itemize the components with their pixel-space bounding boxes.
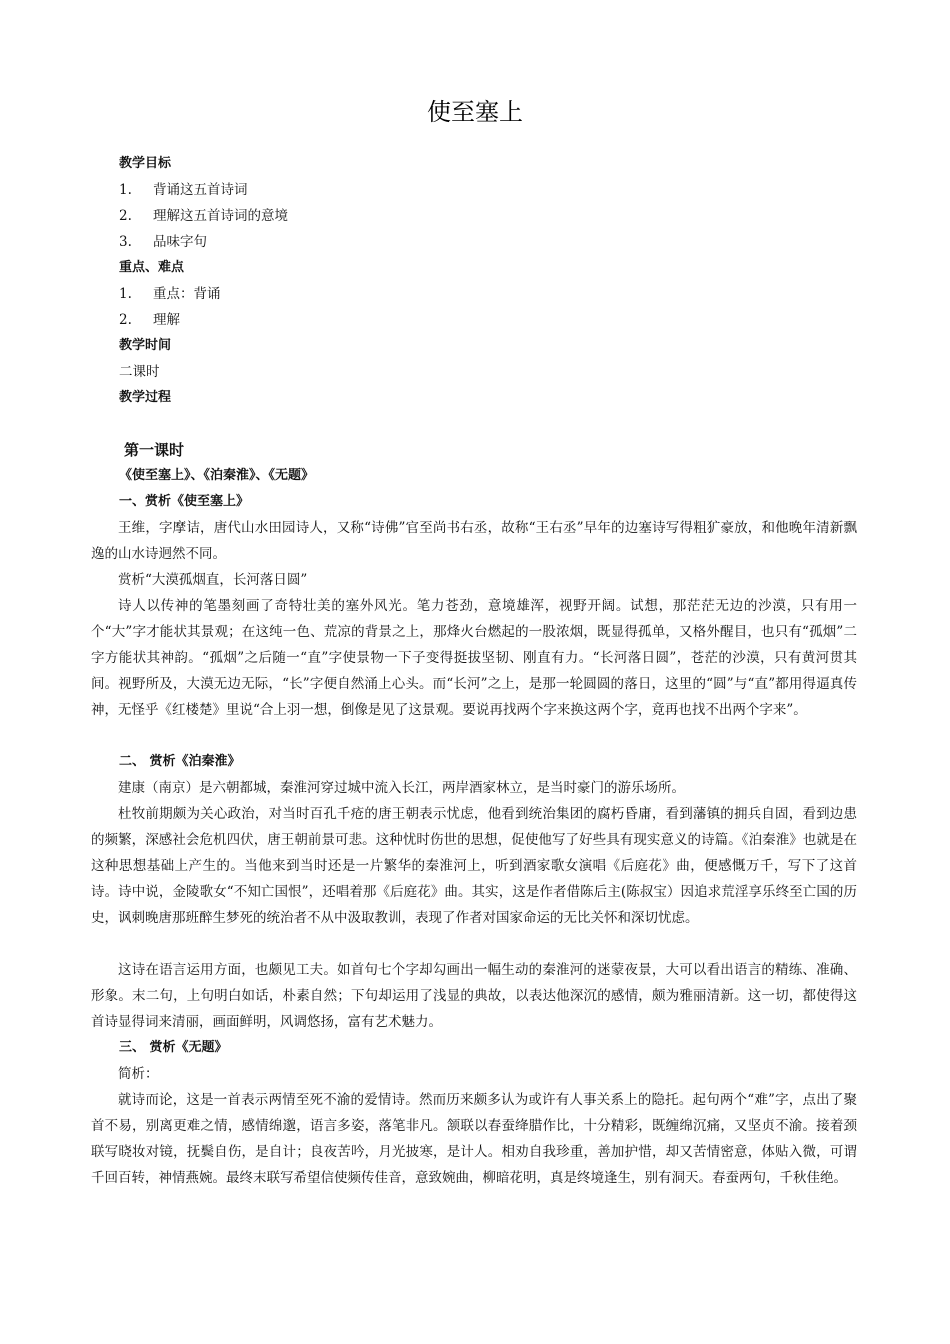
section-1-paragraph-3: 诗人以传神的笔墨刻画了奇特壮美的塞外风光。笔力苍劲，意境雄浑，视野开阔。试想，那茫茫无边的沙漠，只有用一个“大”字才能状其景观；在这纯一色、荒凉的背景之上，那烽火台燃起的一股浓烟，既显得孤单，又格外醒目，也只有“孤烟”二字方能状其神韵。“孤烟”之后随一“直”字使景物一下子变得挺拔坚韧、刚直有力。“长河落日圆”，苍茫的沙漠，只有黄河贯其间。视野所及，大漠无边无际，“长”字便自然涌上心头。而“长河”之上，是那一轮圆圆的落日，这里的“圆”与“直”都用得逼真传神，无怪乎《红楼楚》里说“合上羽一想，倒像是见了这景观。要说再找两个字来换这两个字，竟再也找不出两个字来”。 [91, 598, 857, 718]
key-point-item-2 [119, 310, 859, 330]
objective-text: 品味字句 [153, 234, 207, 250]
objective-text: 理解这五首诗词的意境 [153, 208, 288, 224]
document-title: 使至塞上 [427, 98, 523, 126]
objective-number: 1. [119, 182, 132, 198]
key-point-number: 2. [119, 312, 132, 328]
key-point-number: 1. [119, 286, 132, 302]
objective-item-3 [119, 232, 859, 252]
process-heading: 教学过程 [119, 390, 172, 405]
section-1-paragraph-2: 赏析“大漠孤烟直，长河落日圆” [118, 572, 308, 588]
key-point-item-1 [119, 284, 859, 304]
section-3-paragraph-2: 就诗而论，这是一首表示两情至死不渝的爱情诗。然而历来颇多认为或许有人事关系上的隐托。起句两个“难”字，点出了聚首不易，别离更难之情，感情绵邈，语言多姿，落笔非凡。颔联以春蚕绛腊作比，十分精彩，既缠绵沉痛，又坚贞不渝。接着颈联写晓妆对镜，抚鬓自伤，是自计；良夜苦吟，月光披寒，是计人。相劝自我珍重，善加护惜，却又苦情密意，体贴入微，可谓千回百转，神情燕婉。最终末联写希望信使频传佳音，意致婉曲，柳暗花明，真是终境逢生，别有洞天。春蚕两句，千秋佳绝。 [91, 1092, 857, 1186]
section-3-heading: 三、 赏析《无题》 [119, 1040, 228, 1055]
lesson-heading: 第一课时 [124, 441, 185, 459]
section-1-heading: 一、赏析《使至塞上》 [119, 494, 250, 509]
objective-number: 2. [119, 208, 132, 224]
objective-number: 3. [119, 234, 132, 250]
key-point-text: 重点：背诵 [153, 286, 221, 302]
time-heading: 教学时间 [119, 338, 172, 353]
section-2-paragraph-3: 这诗在语言运用方面，也颇见工夫。如首句七个字却勾画出一幅生动的秦淮河的迷蒙夜景，大可以看出语言的精练、准确、形象。末二句，上句明白如话，朴素自然；下句却运用了浅显的典故，以表达他深沉的感情，颇为雅丽清新。这一切，都使得这首诗显得词来清丽，画面鲜明，风调悠扬，富有艺术魅力。 [91, 962, 857, 1030]
objective-item-1 [119, 180, 859, 200]
section-2-paragraph-1: 建康（南京）是六朝都城，秦淮河穿过城中流入长江，两岸酒家林立，是当时豪门的游乐场所。 [118, 780, 685, 796]
section-3-paragraph-1: 简析： [118, 1066, 159, 1082]
section-2-heading: 二、 赏析《泊秦淮》 [119, 754, 241, 769]
lesson-subtitle: 《使至塞上》、《泊秦淮》、《无题》 [119, 468, 315, 483]
time-value: 二课时 [119, 364, 160, 380]
section-1-paragraph-1: 王维，字摩诘，唐代山水田园诗人，又称“诗佛”官至尚书右丞，故称“王右丞”早年的边塞诗写得粗犷豪放，和他晚年清新飘逸的山水诗迥然不同。 [91, 520, 857, 562]
objective-text: 背诵这五首诗词 [153, 182, 248, 198]
section-2-paragraph-2: 杜牧前期颇为关心政治，对当时百孔千疮的唐王朝表示忧虑，他看到统治集团的腐朽昏庸，看到藩镇的拥兵自固，看到边患的频繁，深感社会危机四伏，唐王朝前景可悲。这种忧时伤世的思想，促使他写了好些具有现实意义的诗篇。《泊秦淮》也就是在这种思想基础上产生的。当他来到当时还是一片繁华的秦淮河上，听到酒家歌女演唱《后庭花》曲，便感慨万千，写下了这首诗。诗中说，金陵歌女“不知亡国恨”，还唱着那《后庭花》曲。其实，这是作者借陈后主(陈叔宝）因追求荒淫享乐终至亡国的历史，讽刺晚唐那班醉生梦死的统治者不从中汲取教训，表现了作者对国家命运的无比关怀和深切忧虑。 [91, 806, 857, 926]
objectives-heading: 教学目标 [119, 156, 172, 171]
key-points-heading: 重点、难点 [119, 260, 185, 275]
objective-item-2 [119, 206, 859, 226]
key-point-text: 理解 [153, 312, 180, 328]
